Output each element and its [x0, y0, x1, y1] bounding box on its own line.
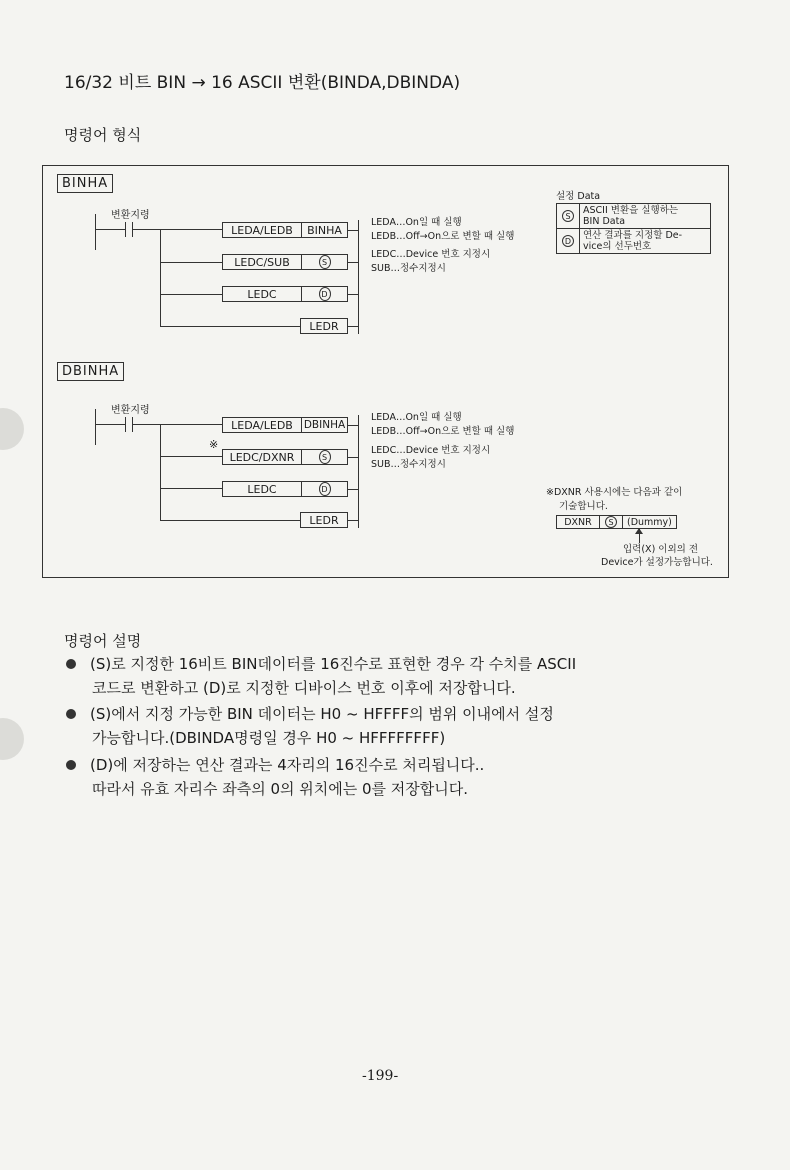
dxnr-format-box — [556, 515, 677, 529]
dxnr-note-line1: ※DXNR 사용시에는 다음과 같이 — [546, 487, 683, 498]
dxnr-note-line2: 기술합니다. — [559, 501, 608, 512]
settings-text: vice의 선두번호 — [583, 241, 652, 252]
bullet-icon — [66, 760, 76, 770]
dbinha-source-box — [222, 449, 348, 465]
settings-text: BIN Data — [583, 216, 626, 227]
cmd-name: LEDC — [247, 482, 277, 496]
input-note-line2: Device가 설정가능합니다. — [601, 557, 713, 568]
binder-hole — [0, 718, 24, 760]
binder-hole — [0, 408, 24, 450]
cmd-operand: BINHA — [301, 223, 347, 237]
contact-symbol — [125, 222, 126, 237]
note-leda: LEDA…On일 때 실행 — [371, 412, 462, 423]
cmd-name: LEDC/DXNR — [229, 450, 295, 464]
source-operand-icon: S — [562, 210, 574, 222]
list-item: (S)에서 지정 가능한 BIN 데이터는 H0 ~ HFFFF의 범위 이내에서 설정 가능합니다.(DBINDA명령일 경우 H0 ~ HFFFFFFFF) — [66, 702, 554, 750]
description-heading: 명령어 설명 — [64, 632, 142, 650]
cmd-name: LEDA/LEDB — [231, 223, 293, 237]
cmd-name: LEDC/SUB — [234, 255, 290, 269]
dest-operand-icon: D — [319, 482, 331, 496]
binha-dest-box — [222, 286, 348, 302]
section-label-dbinha: DBINHA — [57, 362, 124, 381]
source-operand-icon: S — [605, 516, 617, 528]
binha-end-box — [300, 318, 348, 334]
settings-text: ASCII 변환을 실행하는 — [583, 205, 679, 216]
dxnr-cmd: DXNR — [564, 516, 592, 528]
cmd-name: LEDR — [309, 319, 339, 333]
note-ledb: LEDB…Off→On으로 변할 때 실행 — [371, 231, 515, 242]
page-title: 16/32 비트 BIN → 16 ASCII 변환(BINDA,DBINDA) — [64, 73, 461, 93]
contact-label: 변환지령 — [111, 405, 150, 416]
table-row — [557, 229, 711, 254]
note-leda: LEDA…On일 때 실행 — [371, 217, 462, 228]
dbinha-dest-box — [222, 481, 348, 497]
settings-text: 연산 결과를 지정할 De- — [583, 230, 683, 241]
binha-instruction-box — [222, 222, 348, 238]
bullet-icon — [66, 659, 76, 669]
dest-operand-icon: D — [319, 287, 331, 301]
dest-operand-icon: D — [562, 235, 574, 247]
page-number: -199- — [362, 1068, 399, 1084]
settings-table — [556, 203, 711, 254]
note-ledb: LEDB…Off→On으로 변할 때 실행 — [371, 426, 515, 437]
contact-symbol — [125, 417, 126, 432]
contact-label: 변환지령 — [111, 210, 150, 221]
list-item: (S)로 지정한 16비트 BIN데이터를 16진수로 표현한 경우 각 수치를 ASCII 코드로 변환하고 (D)로 지정한 디바이스 번호 이후에 저장합니다. — [66, 652, 576, 700]
note-sub: SUB…정수지정시 — [371, 459, 446, 470]
dbinha-end-box — [300, 512, 348, 528]
format-heading: 명령어 형식 — [64, 126, 142, 144]
binha-source-box — [222, 254, 348, 270]
dbinha-instruction-box — [222, 417, 348, 433]
cmd-name: LEDR — [309, 513, 339, 527]
dxnr-dummy: (Dummy) — [622, 516, 676, 528]
input-note-line1: 입력(X) 이외의 전 — [623, 544, 699, 555]
cmd-name: LEDA/LEDB — [231, 418, 293, 432]
cmd-name: LEDC — [247, 287, 277, 301]
asterisk-mark: ※ — [209, 438, 219, 451]
note-ledc: LEDC…Device 번호 지정시 — [371, 445, 491, 456]
settings-title: 설정 Data — [556, 191, 601, 202]
note-ledc: LEDC…Device 번호 지정시 — [371, 249, 491, 260]
list-item: (D)에 저장하는 연산 결과는 4자리의 16진수로 처리됩니다.. 따라서 유효 자리수 좌측의 0의 위치에는 0를 저장합니다. — [66, 753, 484, 801]
table-row — [557, 204, 711, 229]
section-label-binha: BINHA — [57, 174, 113, 193]
source-operand-icon: S — [319, 255, 331, 269]
bullet-icon — [66, 709, 76, 719]
ladder-diagram — [42, 165, 729, 578]
note-sub: SUB…정수지정시 — [371, 263, 446, 274]
source-operand-icon: S — [319, 450, 331, 464]
cmd-operand: DBINHA — [301, 418, 347, 432]
